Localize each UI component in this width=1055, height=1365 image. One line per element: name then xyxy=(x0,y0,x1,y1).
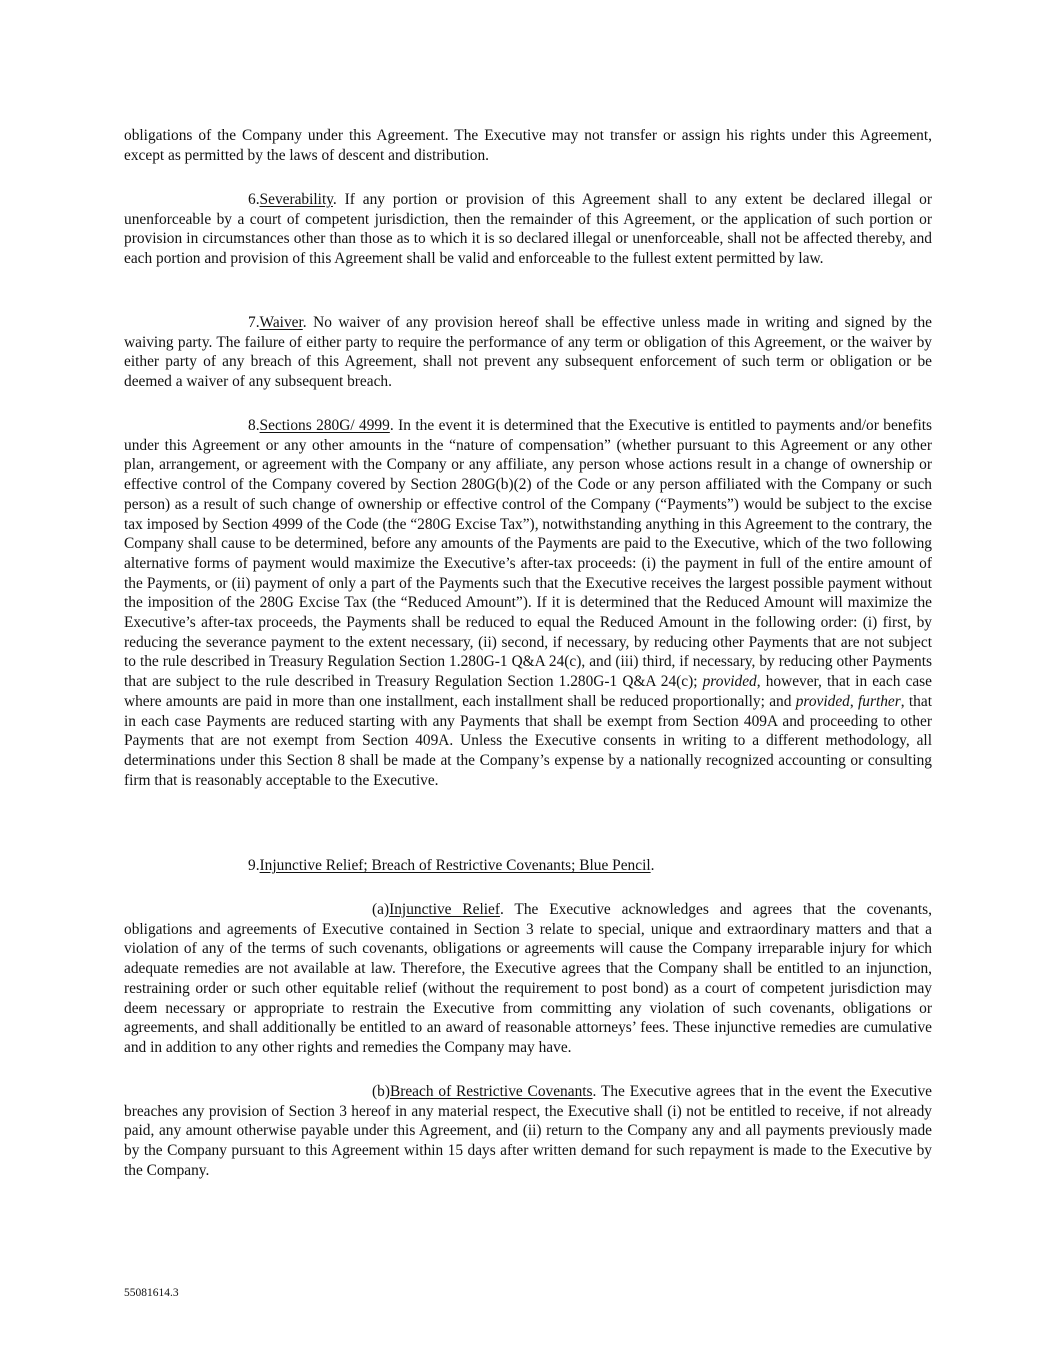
subsection-body: . The Executive agrees that in the event the Executive breaches any provision of Section 3 hereof in any material respect, the Executive shall (i) not be entitled to receive, if not already paid, any amount otherwise payable under this Agreement, and (ii) return to the Company any and all payments previously made by the Company pursuant to this Agreement within 15 days after written demand for such repayment is made to the Executive by the Company. xyxy=(124,1083,933,1179)
section-number: 9. xyxy=(248,857,260,874)
section-body-part-a: . In the event it is determined that the Executive is entitled to payments and/or benefits under this Agreement or any other amounts in the “nature of compensation” (whether pursuant to this Agreement or any other plan, arrangement, or agreement with the Company or any affiliate, any person whose actions result in a change of ownership or effective control of the Company covered by Section 280G(b)(2) of the Code or any person affiliated with the Company or such person) as a result of such change of ownership or effective control of the Company (“Payments”) would be subject to the excise tax imposed by Section 4999 of the Code (the “280G Excise Tax”), notwithstanding anything in this Agreement to the contrary, the Company shall cause to be determined, before any amounts of the Payments are paid to the Executive, which of the two following alternative forms of payment would maximize the Executive’s after-tax proceeds: (i) the payment in full of the entire amount of the Payments, or (ii) payment of only a part of the Payments such that the Executive receives the largest possible payment without the imposition of the 280G Excise Tax (the “Reduced Amount”). If it is determined that the Reduced Amount will maximize the Executive’s after-tax proceeds, the Payments shall be reduced to equal the Reduced Amount in the following order: (i) first, by reducing the severance payment to the extent necessary, (ii) second, if necessary, by reducing other Payments that are not subject to the rule described in Treasury Regulation Section 1.280G-1 Q&A 24(c), and (iii) third, if necessary, by reducing other Payments that are subject to the rule described in Treasury Regulation Section 1.280G-1 Q&A 24(c); xyxy=(124,417,932,691)
section-body: . xyxy=(650,857,655,874)
section-heading: Waiver xyxy=(259,314,303,331)
section-body-part-b: , however, that in each case where amounts are paid in more than one installment, each installment shall be reduced proportionally; and xyxy=(124,673,932,710)
section-heading: Sections 280G/ 4999 xyxy=(259,417,390,434)
subsection-number: (a) xyxy=(372,901,390,918)
italic-provided: provided xyxy=(702,673,757,691)
italic-further: further xyxy=(858,692,901,710)
section-number: 6. xyxy=(248,191,260,208)
section-6-severability xyxy=(124,190,932,269)
section-heading: Injunctive Relief; Breach of Restrictive Covenants; Blue Pencil xyxy=(259,857,651,874)
section-number: 7. xyxy=(248,314,260,331)
subsection-body: . The Executive acknowledges and agrees that the covenants, obligations and agreements of Executive contained in Section 3 relate to special, unique and extraordinary matters and that a violation of any of the terms of such covenants, obligations or agreements will cause the Company irreparable injury for which adequate remedies are not available at law. Therefore, the Executive agrees that the Company shall be entitled to an injunction, restraining order or such other equitable relief (without the requirement to post bond) as a court of competent jurisdiction may deem necessary or appropriate to restrain the Executive from committing any violation of such covenants, obligations or agreements, and shall additionally be entitled to an award of reasonable attorneys’ fees. These injunctive remedies are cumulative and in addition to any other rights and remedies the Company may have. xyxy=(124,901,932,1056)
subsection-9a-injunctive-relief xyxy=(124,900,932,1058)
paragraph-intro xyxy=(124,126,932,165)
section-9-heading xyxy=(124,856,932,876)
subsection-number: (b) xyxy=(372,1083,390,1100)
section-8-280g xyxy=(124,416,932,790)
section-body-part-d: , that in each case Payments are reduced starting with any Payments that shall be exempt from Section 409A and proceeding to other Payments that are not exempt from Section 409A. Unless the Executive consents in writing to a different methodology, all determinations under this Section 8 shall be made at the Company’s expense by a nationally recognized accounting or consulting firm that is reasonably acceptable to the Executive. xyxy=(124,692,932,789)
section-heading: Severability xyxy=(259,191,333,208)
section-body: . No waiver of any provision hereof shall be effective unless made in writing and signed by the waiving party. The failure of either party to require the performance of any term or obligation of this Agreement, or the waiver by either party of any breach of this Agreement, shall not prevent any subsequent enforcement of such term or obligation or be deemed a waiver of any subsequent breach. xyxy=(124,314,932,391)
section-body-part-c: , xyxy=(849,692,858,710)
section-7-waiver xyxy=(124,313,932,392)
subsection-heading: Breach of Restrictive Covenants xyxy=(389,1083,593,1100)
document-id-footer: 55081614.3 xyxy=(124,1287,179,1299)
subsection-heading: Injunctive Relief xyxy=(389,901,500,918)
italic-provided: provided xyxy=(795,692,850,710)
section-body: . If any portion or provision of this Agreement shall to any extent be declared illegal or unenforceable by a court of competent jurisdiction, then the remainder of this Agreement, or the application of such portion or provision in circumstances other than those as to which it is so declared illegal or unenforceable, shall not be affected thereby, and each portion and provision of this Agreement shall be valid and enforceable to the fullest extent permitted by law. xyxy=(124,191,932,268)
intro-text: obligations of the Company under this Agreement. The Executive may not transfer or assign his rights under this Agreement, except as permitted by the laws of descent and distribution. xyxy=(124,127,932,164)
subsection-9b-breach xyxy=(124,1082,932,1181)
section-number: 8. xyxy=(248,417,260,434)
